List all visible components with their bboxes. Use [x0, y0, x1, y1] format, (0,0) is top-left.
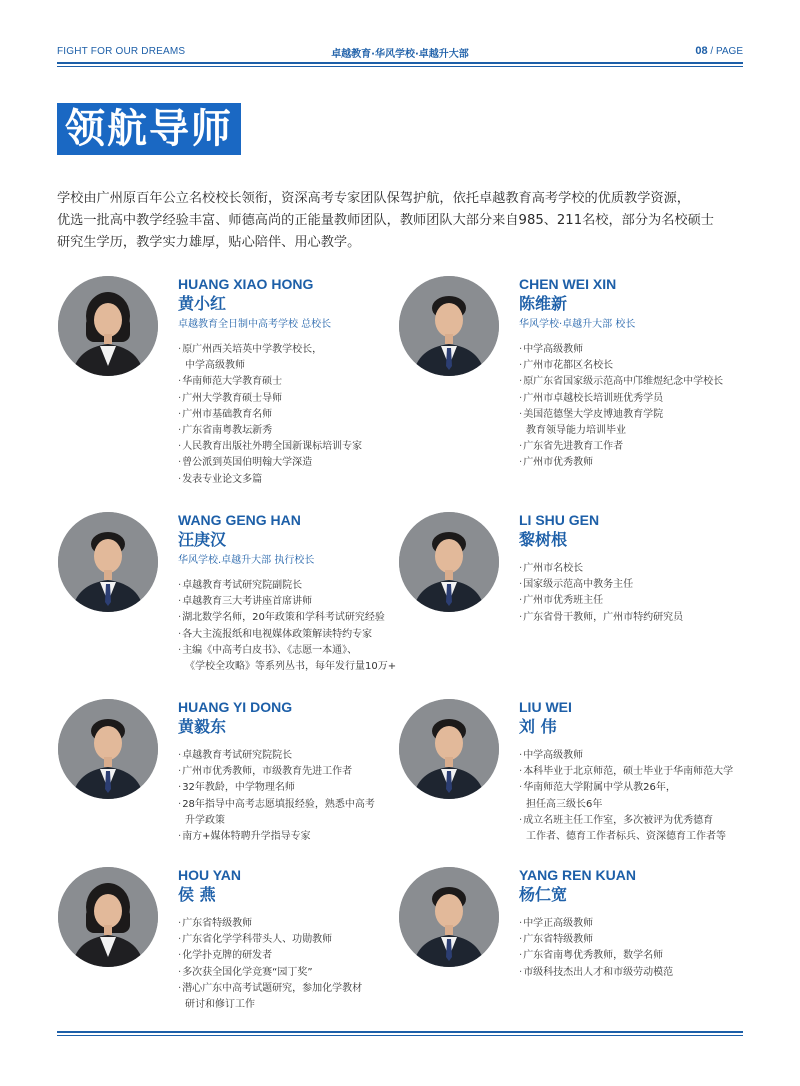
credential-item: · 广州市花都区名校长 — [519, 358, 723, 374]
mentor-english-name: WANG GENG HAN — [178, 512, 301, 528]
mentor-photo — [399, 276, 499, 376]
credential-item: · 广州市名校长 — [519, 561, 683, 577]
mentor-credentials — [178, 748, 375, 845]
mentor-chinese-name: 杨仁宽 — [519, 885, 568, 904]
credential-item: · 美国范德堡大学皮博迪教育学院 — [519, 407, 723, 423]
header-school-names: 卓越教育·华风学校·卓越升大部 — [331, 49, 469, 60]
mentor-credentials — [519, 916, 673, 981]
credential-item: · 广州大学教育硕士导师 — [178, 391, 362, 407]
credential-item: · 中学正高级教师 — [519, 916, 673, 932]
credential-item: 中学高级教师 — [185, 360, 245, 372]
credential-item: · 32年教龄，中学物理名师 — [178, 780, 375, 796]
credential-item: · 湖北数学名师，20年政策和学科考试研究经验 — [178, 610, 396, 626]
male-portrait-icon — [399, 699, 499, 799]
mentor-role: 华风学校·卓越升大部 校长 — [519, 319, 636, 330]
mentor-info — [178, 866, 362, 1013]
male-portrait-icon — [58, 699, 158, 799]
male-portrait-icon — [399, 867, 499, 967]
credential-item: · 中学高级教师 — [519, 342, 723, 358]
mentor-chinese-name: 汪庚汉 — [178, 530, 227, 549]
credential-item: · 广州市优秀班主任 — [519, 593, 683, 609]
credential-item: · 华南师范大学附属中学从教26年， — [519, 780, 733, 796]
credential-item: · 广州市优秀教师 — [519, 455, 723, 471]
credential-item: · 中学高级教师 — [519, 748, 733, 764]
credential-item: · 原广州西关培英中学教学校长， — [178, 342, 362, 358]
credential-item: · 广州市基础教育名师 — [178, 407, 362, 423]
footer-rule-thin — [57, 1035, 743, 1036]
mentor-credentials — [519, 748, 733, 845]
mentor-chinese-name: 侯 燕 — [178, 885, 216, 904]
credential-item: · 市级科技杰出人才和市级劳动模范 — [519, 965, 673, 981]
mentor-photo — [399, 512, 499, 612]
page-header — [57, 43, 743, 61]
mentor-info — [178, 275, 362, 488]
mentor-info — [519, 275, 723, 472]
credential-item: · 发表专业论文多篇 — [178, 472, 362, 488]
intro-line: 学校由广州原百年公立名校校长领衔，资深高考专家团队保驾护航，依托卓越教育高考学校的优质教学资源， — [57, 191, 690, 206]
mentor-english-name: CHEN WEI XIN — [519, 276, 617, 292]
mentor-english-name: YANG REN KUAN — [519, 867, 636, 883]
credential-item: · 潜心广东中高考试题研究，参加化学教材 — [178, 981, 362, 997]
credential-item: · 各大主流报纸和电视媒体政策解读特约专家 — [178, 627, 396, 643]
credential-item: · 曾公派到英国伯明翰大学深造 — [178, 455, 362, 471]
mentor-photo — [58, 276, 158, 376]
credential-item: · 28年指导中高考志愿填报经验，熟悉中高考 — [178, 797, 375, 813]
mentor-role: 华风学校.卓越升大部 执行校长 — [178, 555, 315, 566]
page-label: / PAGE — [707, 46, 743, 57]
mentor-chinese-name: 刘 伟 — [519, 717, 557, 736]
mentor-info — [178, 698, 375, 845]
credential-item: · 华南师范大学教育硕士 — [178, 374, 362, 390]
credential-item: 教育领导能力培训毕业 — [526, 425, 626, 437]
credential-item: · 主编《中高考白皮书》、《志愿一本通》、 — [178, 643, 396, 659]
male-portrait-icon — [58, 512, 158, 612]
mentor-credentials — [178, 342, 362, 488]
mentor-english-name: HOU YAN — [178, 867, 242, 883]
female-portrait-icon — [58, 867, 158, 967]
header-slogan: FIGHT FOR OUR DREAMS — [57, 46, 186, 57]
mentor-role — [178, 908, 362, 912]
mentor-photo — [58, 699, 158, 799]
credential-item: · 多次获全国化学竞赛“园丁奖” — [178, 965, 362, 981]
credential-item: · 本科毕业于北京师范，硕士毕业于华南师范大学 — [519, 764, 733, 780]
mentor-photo — [399, 699, 499, 799]
credential-item: · 卓越教育三大考讲座首席讲师 — [178, 594, 396, 610]
mentor-english-name: LI SHU GEN — [519, 512, 600, 528]
mentor-english-name: HUANG YI DONG — [178, 699, 293, 715]
mentor-role — [519, 740, 733, 744]
mentor-info — [178, 511, 396, 675]
credential-item: 担任高三级长6年 — [526, 798, 603, 810]
mentor-credentials — [178, 916, 362, 1013]
male-portrait-icon — [399, 512, 499, 612]
credential-item: · 广东省骨干教师，广州市特约研究员 — [519, 610, 683, 626]
mentor-photo — [58, 867, 158, 967]
mentor-chinese-name: 陈维新 — [519, 294, 568, 313]
intro-line: 优选一批高中教学经验丰富、师德高尚的正能量教师团队，教师团队大部分来自985、211名校，部分为名校硕士 — [57, 213, 714, 228]
mentor-role: 卓越教育全日制中高考学校 总校长 — [178, 319, 332, 330]
credential-item: · 广州市优秀教师，市级教育先进工作者 — [178, 764, 375, 780]
credential-item: · 广州市卓越校长培训班优秀学员 — [519, 391, 723, 407]
page-title: 领航导师 — [57, 103, 241, 155]
mentor-chinese-name: 黄小红 — [178, 294, 227, 313]
credential-item: · 广东省特级教师 — [178, 916, 362, 932]
credential-item: · 南方+媒体特聘升学指导专家 — [178, 829, 375, 845]
credential-item: · 卓越教育考试研究院副院长 — [178, 578, 396, 594]
header-rule — [57, 62, 743, 64]
mentor-photo — [58, 512, 158, 612]
credential-item: 工作者、德育工作者标兵、资深德育工作者等 — [526, 831, 726, 843]
mentor-role — [178, 740, 375, 744]
mentor-role — [519, 908, 673, 912]
mentor-info — [519, 698, 733, 845]
mentor-english-name: HUANG XIAO HONG — [178, 276, 314, 292]
page-number: 08 — [695, 45, 708, 57]
female-portrait-icon — [58, 276, 158, 376]
mentor-credentials — [519, 561, 683, 626]
mentor-chinese-name: 黄毅东 — [178, 717, 227, 736]
mentor-info — [519, 511, 683, 626]
credential-item: · 原广东省国家级示范高中邝维煜纪念中学校长 — [519, 374, 723, 390]
credential-item: 升学政策 — [185, 814, 225, 826]
credential-item: · 化学扑克牌的研发者 — [178, 948, 362, 964]
intro-paragraph — [57, 188, 747, 254]
mentor-photo — [399, 867, 499, 967]
header-rule-thin — [57, 66, 743, 67]
header-page-number — [695, 45, 743, 57]
credential-item: · 成立名班主任工作室，多次被评为优秀德育 — [519, 813, 733, 829]
credential-item: · 人民教育出版社外聘全国新课标培训专家 — [178, 439, 362, 455]
mentor-info — [519, 866, 673, 981]
mentor-credentials — [178, 578, 396, 675]
mentor-chinese-name: 黎树根 — [519, 530, 568, 549]
footer-rule — [57, 1031, 743, 1033]
credential-item: · 广东省特级教师 — [519, 932, 673, 948]
credential-item: · 广东省南粤教坛新秀 — [178, 423, 362, 439]
credential-item: · 国家级示范高中教务主任 — [519, 577, 683, 593]
credential-item: · 广东省化学学科带头人、功勋教师 — [178, 932, 362, 948]
mentor-credentials — [519, 342, 723, 472]
credential-item: · 广东省南粤优秀教师，数学名师 — [519, 948, 673, 964]
credential-item: · 广东省先进教育工作者 — [519, 439, 723, 455]
male-portrait-icon — [399, 276, 499, 376]
intro-line: 研究生学历，教学实力雄厚，贴心陪伴、用心教学。 — [57, 235, 361, 250]
credential-item: · 卓越教育考试研究院院长 — [178, 748, 375, 764]
mentor-role — [519, 553, 683, 557]
mentor-english-name: LIU WEI — [519, 699, 572, 715]
credential-item: 研讨和修订工作 — [185, 999, 255, 1011]
credential-item: 《学校全攻略》等系列丛书，每年发行量10万+ — [185, 661, 397, 673]
